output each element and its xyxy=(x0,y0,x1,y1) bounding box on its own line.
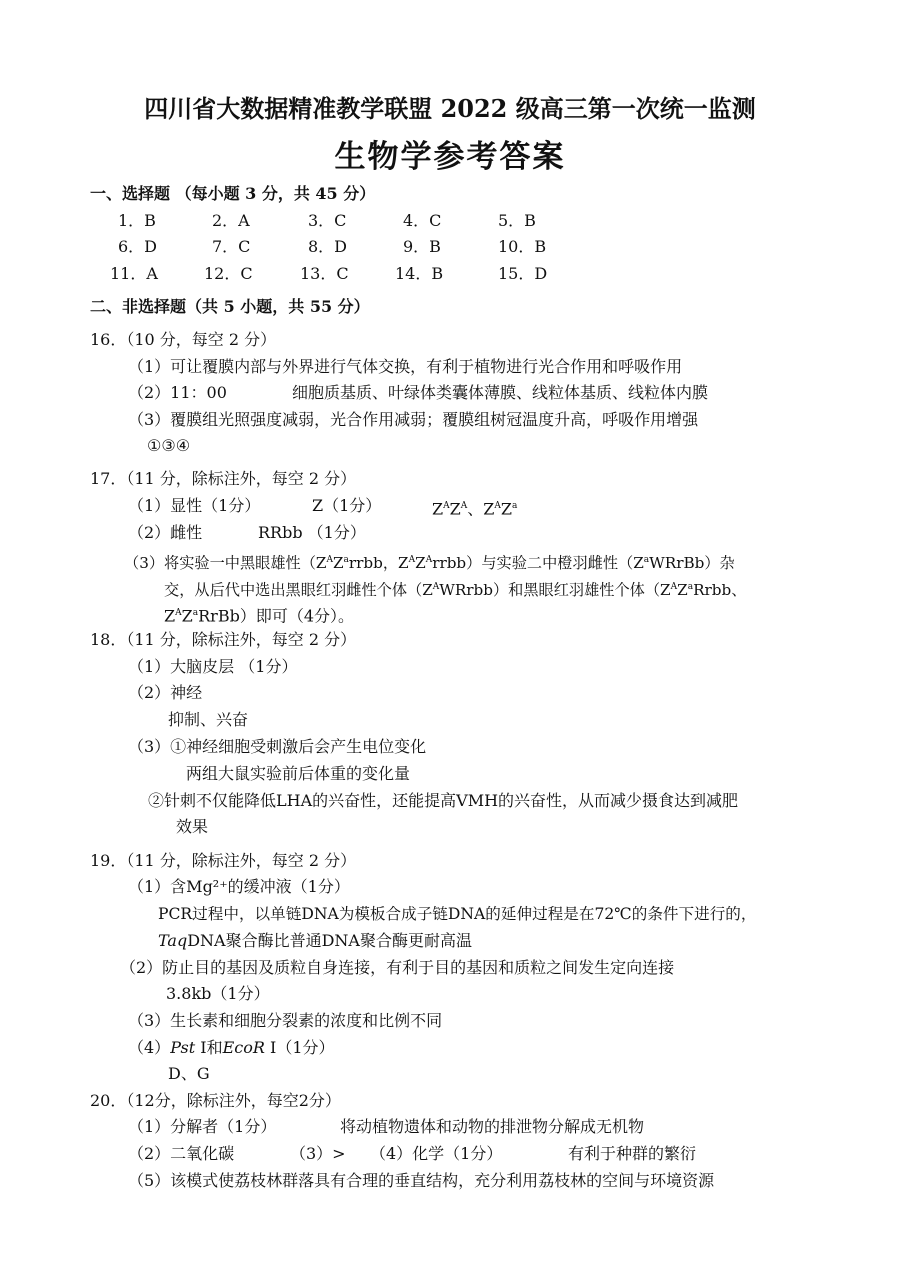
q17-heading: 17．（11 分，除标注外，每空 2 分） xyxy=(90,469,357,488)
choice-answer: 6．D xyxy=(118,237,158,256)
choice-answer: 8．D xyxy=(308,237,348,256)
choice-answer: 15．D xyxy=(498,264,548,283)
q17-answer-3-cont: 交，从后代中选出黑眼红羽雌性个体$(Z^AWRrbb)$和黑眼红羽雄性个体（$Z^AZ^aRrbb$、 xyxy=(164,581,747,600)
q20-answer-3: （3）> xyxy=(290,1144,346,1163)
q20-answer-4: （4）化学（1分） xyxy=(370,1144,503,1163)
q19-answer-1: （1）含Mg²⁺的缓冲液（1分） xyxy=(128,877,350,896)
q19-answer-4-and: Ⅰ和 xyxy=(195,1038,223,1057)
choice-answer: 11．A xyxy=(110,264,158,283)
q16-answer-1: （1）可让覆膜内部与外界进行气体交换，有利于植物进行光合作用和呼吸作用 xyxy=(128,357,683,376)
exam-subtitle: 生物学参考答案 xyxy=(334,139,566,175)
q19-answer-4-cont: D、G xyxy=(168,1064,210,1083)
q18-heading: 18．（11 分，除标注外，每空 2 分） xyxy=(90,630,357,649)
q17-answer-3: （3）将实验一中黑眼雄性（$Z^AZ^arrbb$，$Z^AZ^Arrbb$）与实验二中橙羽雌性$(Z^aWRrBb)$杂 xyxy=(124,554,735,573)
q18-answer-3-part2: ②针刺不仅能降低LHA的兴奋性，还能提高VMH的兴奋性，从而减少摄食达到减肥 xyxy=(148,791,739,810)
q20-heading: 20．（12分，除标注外，每空2分） xyxy=(90,1091,341,1110)
q20-answer-5: （5）该模式使荔枝林群落具有合理的垂直结构，充分利用荔枝林的空间与环境资源 xyxy=(128,1171,715,1190)
taq-text: DNA聚合酶比普通DNA聚合酶更耐高温 xyxy=(187,931,472,950)
choice-answer: 9．B xyxy=(403,237,441,256)
q17-answer-1a: （1）显性（1分） xyxy=(128,496,261,515)
q20-answer-1b: 将动植物遗体和动物的排泄物分解成无机物 xyxy=(340,1117,645,1136)
q16-answer-2a: （2）11：00 xyxy=(128,383,227,402)
section2-heading: 二、非选择题（共 5 小题，共 55 分） xyxy=(90,297,370,316)
q19-answer-2-cont: 3.8kb（1分） xyxy=(166,984,270,1003)
q19-heading: 19．（11 分，除标注外，每空 2 分） xyxy=(90,851,357,870)
q16-heading: 16．（10 分，每空 2 分） xyxy=(90,330,277,349)
choice-answer: 4．C xyxy=(403,211,442,230)
q20-answer-2a: （2）二氧化碳 xyxy=(128,1144,235,1163)
q19-answer-3: （3）生长素和细胞分裂素的浓度和比例不同 xyxy=(128,1011,443,1030)
ecor-italic: EcoR xyxy=(222,1038,265,1057)
q19-answer-4-num: （4） xyxy=(128,1038,171,1057)
q19-answer-1-cont: PCR过程中，以单链DNA为模板合成子链DNA的延伸过程是在72℃的条件下进行的， xyxy=(158,905,757,923)
choice-answer: 2．A xyxy=(212,211,250,230)
choice-answer: 14．B xyxy=(395,264,444,283)
q17-answer-2a: （2）雌性 xyxy=(128,523,203,542)
choice-answer: 10．B xyxy=(498,237,547,256)
q18-answer-3-part2-cont: 效果 xyxy=(176,817,209,836)
q16-answer-2b: 细胞质基质、叶绿体类囊体薄膜、线粒体基质、线粒体内膜 xyxy=(292,383,709,402)
exam-title: 四川省大数据精准教学联盟 2022 级高三第一次统一监测 xyxy=(144,94,756,123)
choice-answer: 12．C xyxy=(204,264,253,283)
section1-heading: 一、选择题 （每小题 3 分，共 45 分） xyxy=(90,184,376,203)
taq-italic: Taq xyxy=(158,931,188,950)
choice-answer: 7．C xyxy=(212,237,251,256)
q18-answer-3-cont: 两组大鼠实验前后体重的变化量 xyxy=(186,764,411,783)
q17-answer-1c: $Z^AZ^A$、$Z^AZ^a$ xyxy=(432,499,518,519)
q17-answer-2b: RRbb （1分） xyxy=(258,523,366,542)
choice-answer: 3．C xyxy=(308,211,347,230)
q19-answer-4-end: Ⅰ（1分） xyxy=(264,1038,335,1057)
choice-answer: 5．B xyxy=(498,211,536,230)
q18-answer-2-cont: 抑制、兴奋 xyxy=(168,710,249,729)
q18-answer-2: （2）神经 xyxy=(128,683,203,702)
q19-answer-2: （2）防止目的基因及质粒自身连接，有利于目的基因和质粒之间发生定向连接 xyxy=(120,958,675,977)
q20-answer-4b: 有利于种群的繁衍 xyxy=(568,1144,697,1163)
q20-answer-1a: （1）分解者（1分） xyxy=(128,1117,277,1136)
q17-answer-1b: Z（1分） xyxy=(312,496,382,515)
q19-answer-4 xyxy=(128,1037,335,1059)
q16-answer-4: ①③④ xyxy=(147,436,191,455)
q18-answer-1: （1）大脑皮层 （1分） xyxy=(128,657,298,676)
q18-answer-3: （3）①神经细胞受刺激后会产生电位变化 xyxy=(128,737,427,756)
choice-answer: 1．B xyxy=(118,211,156,230)
q19-answer-1-end xyxy=(158,930,472,952)
q16-answer-3: （3）覆膜组光照强度减弱，光合作用减弱；覆膜组树冠温度升高，呼吸作用增强 xyxy=(128,410,699,429)
q17-answer-3-end: $Z^AZ^aRrBb$）即可（4分）。 xyxy=(164,606,355,626)
pst-italic: Pst xyxy=(170,1038,196,1057)
choice-answer: 13．C xyxy=(300,264,349,283)
